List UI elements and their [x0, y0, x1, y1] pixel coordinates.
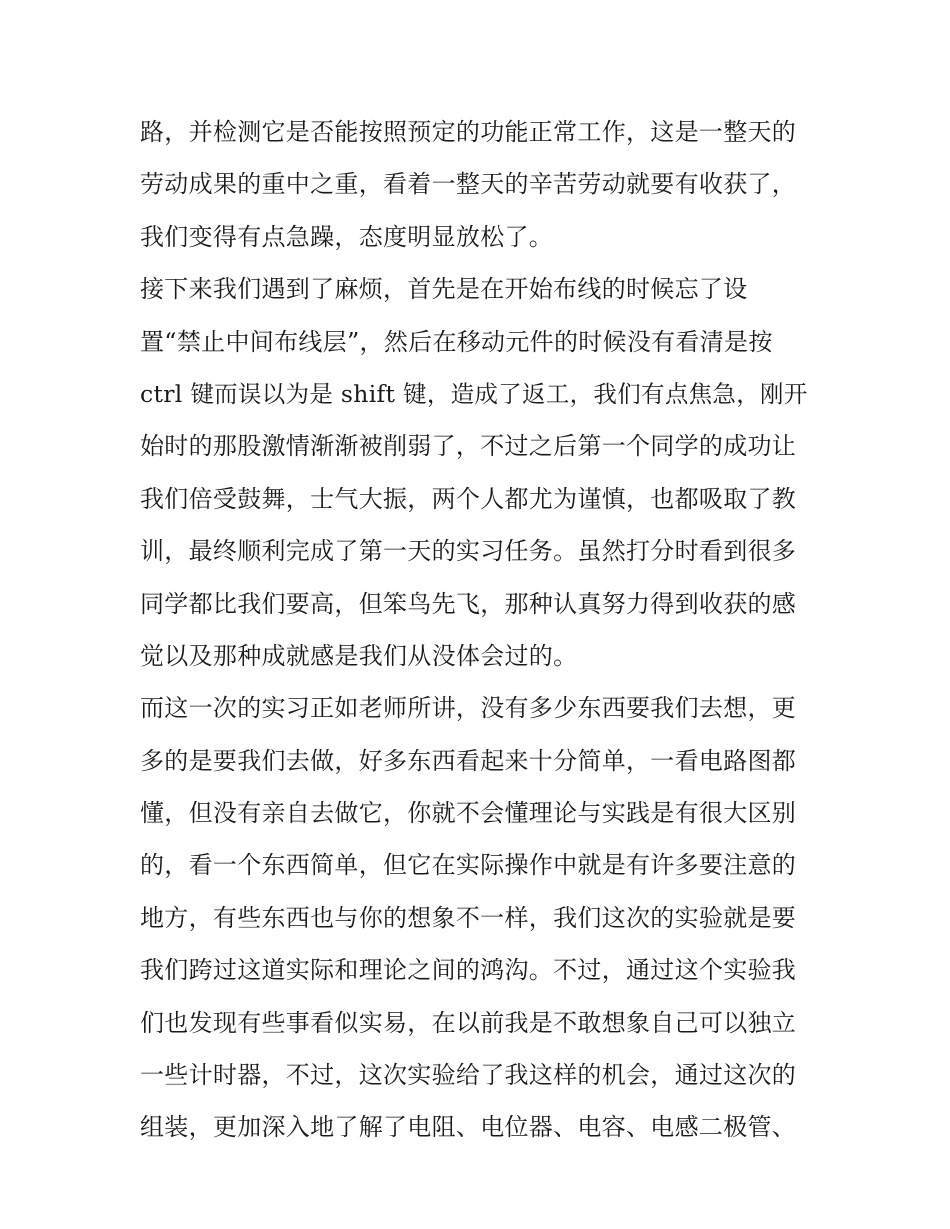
body-text: [140, 106, 820, 1154]
text-line: 觉以及那种成就感是我们从没体会过的。: [140, 641, 578, 670]
text-line: 们也发现有些事看似实易，在以前我是不敢想象自己可以独立: [140, 1008, 797, 1037]
text-line: 始时的那股激情渐渐被削弱了，不过之后第一个同学的成功让: [140, 432, 797, 461]
text-line: 而这一次的实习正如老师所讲，没有多少东西要我们去想，更: [140, 694, 797, 723]
text-line: 我们倍受鼓舞，士气大振，两个人都尤为谨慎，也都吸取了教: [140, 484, 797, 513]
text-line: 我们变得有点急躁，态度明显放松了。: [140, 222, 554, 251]
text-line: 训，最终顺利完成了第一天的实习任务。虽然打分时看到很多: [140, 537, 797, 566]
text-line: 置“禁止中间布线层”，然后在移动元件的时候没有看清是按: [140, 327, 773, 356]
text-line: 我们跨过这道实际和理论之间的鸿沟。不过，通过这个实验我: [140, 956, 797, 985]
text-line: 组装，更加深入地了解了电阻、电位器、电容、电感二极管、: [140, 1113, 797, 1142]
text-line: 懂，但没有亲自去做它，你就不会懂理论与实践是有很大区别: [140, 799, 797, 828]
text-line: 一些计时器，不过，这次实验给了我这样的机会，通过这次的: [140, 1061, 797, 1090]
text-line: 的，看一个东西简单，但它在实际操作中就是有许多要注意的: [140, 851, 797, 880]
text-line: 地方，有些东西也与你的想象不一样，我们这次的实验就是要: [140, 903, 797, 932]
text-line: 劳动成果的重中之重，看着一整天的辛苦劳动就要有收获了，: [140, 170, 797, 199]
text-line: ctrl 键而误以为是 shift 键，造成了返工，我们有点焦急，刚开: [140, 379, 808, 408]
text-line: 路，并检测它是否能按照预定的功能正常工作，这是一整天的: [140, 118, 797, 146]
text-line: 多的是要我们去做，好多东西看起来十分简单，一看电路图都: [140, 746, 797, 775]
text-line: 接下来我们遇到了麻烦，首先是在开始布线的时候忘了设: [140, 275, 748, 304]
text-line: 同学都比我们要高，但笨鸟先飞，那种认真努力得到收获的感: [140, 589, 797, 618]
